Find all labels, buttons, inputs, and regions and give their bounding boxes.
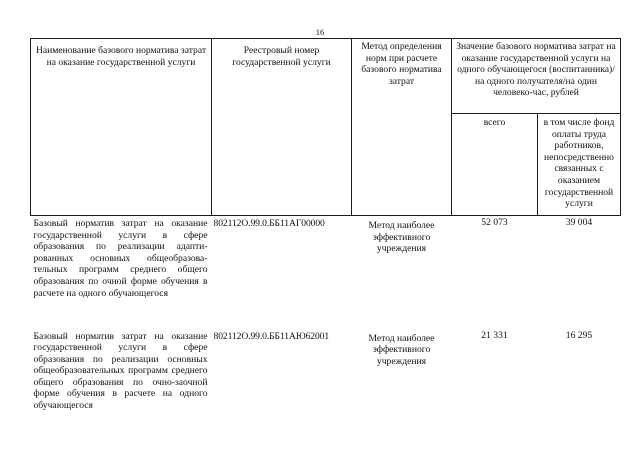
row-name: Базовый норматив затрат на оказание государственной услуги в сфере образования по реализации основных общеобразовательных программ среднего общего образования по очно-заочной форме обучения в расчете на одного обучающегося	[33, 330, 208, 412]
header-code-cell	[212, 39, 352, 216]
row-fund: 39 004	[565, 217, 593, 228]
header-total-cell	[452, 114, 538, 216]
row-code: 802112О.99.0.ББ11АГ00000	[213, 218, 325, 229]
header-row	[31, 39, 621, 114]
header-fund-cell	[538, 114, 621, 216]
header-fund: в том числе фонд оплаты труда работников, непосредственно связанных с оказанием государственной услуги	[543, 117, 615, 210]
norms-table	[30, 38, 621, 429]
page-number: 16	[315, 27, 325, 37]
row-total: 21 331	[481, 329, 508, 341]
header-name: Наименование базового норматива затрат на оказание государственной услуги	[35, 45, 207, 68]
header-method: Метод определения норм при расчете базового норматива затрат	[361, 41, 442, 87]
table-row	[31, 329, 621, 429]
row-fund: 16 295	[565, 329, 593, 341]
row-method: Метод наиболее эффективного учреждения	[368, 332, 435, 367]
header-method-cell	[352, 39, 452, 216]
row-name: Базовый норматив затрат на оказание государственной услуги в сфере образования по реализации адапти-рованных основных общеобразова-тельных программ среднего общего образования по очной форме обучения в расчете на одного обучающегося	[33, 218, 208, 299]
header-code: Реестровый номер государственной услуги	[232, 45, 331, 68]
header-value-cell	[452, 39, 621, 114]
table-row	[31, 216, 621, 329]
row-code: 802112О.99.0.ББ11АЮ62001	[213, 330, 330, 342]
header-value: Значение базового норматива затрат на оказание государственной услуги на одного обучающегося (воспитанника)/на одного получателя/на один человеко-час, рублей	[456, 41, 616, 99]
row-total: 52 073	[481, 217, 508, 228]
header-total: всего	[483, 117, 506, 128]
header-name-cell	[31, 39, 212, 216]
row-method: Метод наиболее эффективного учреждения	[368, 220, 435, 255]
